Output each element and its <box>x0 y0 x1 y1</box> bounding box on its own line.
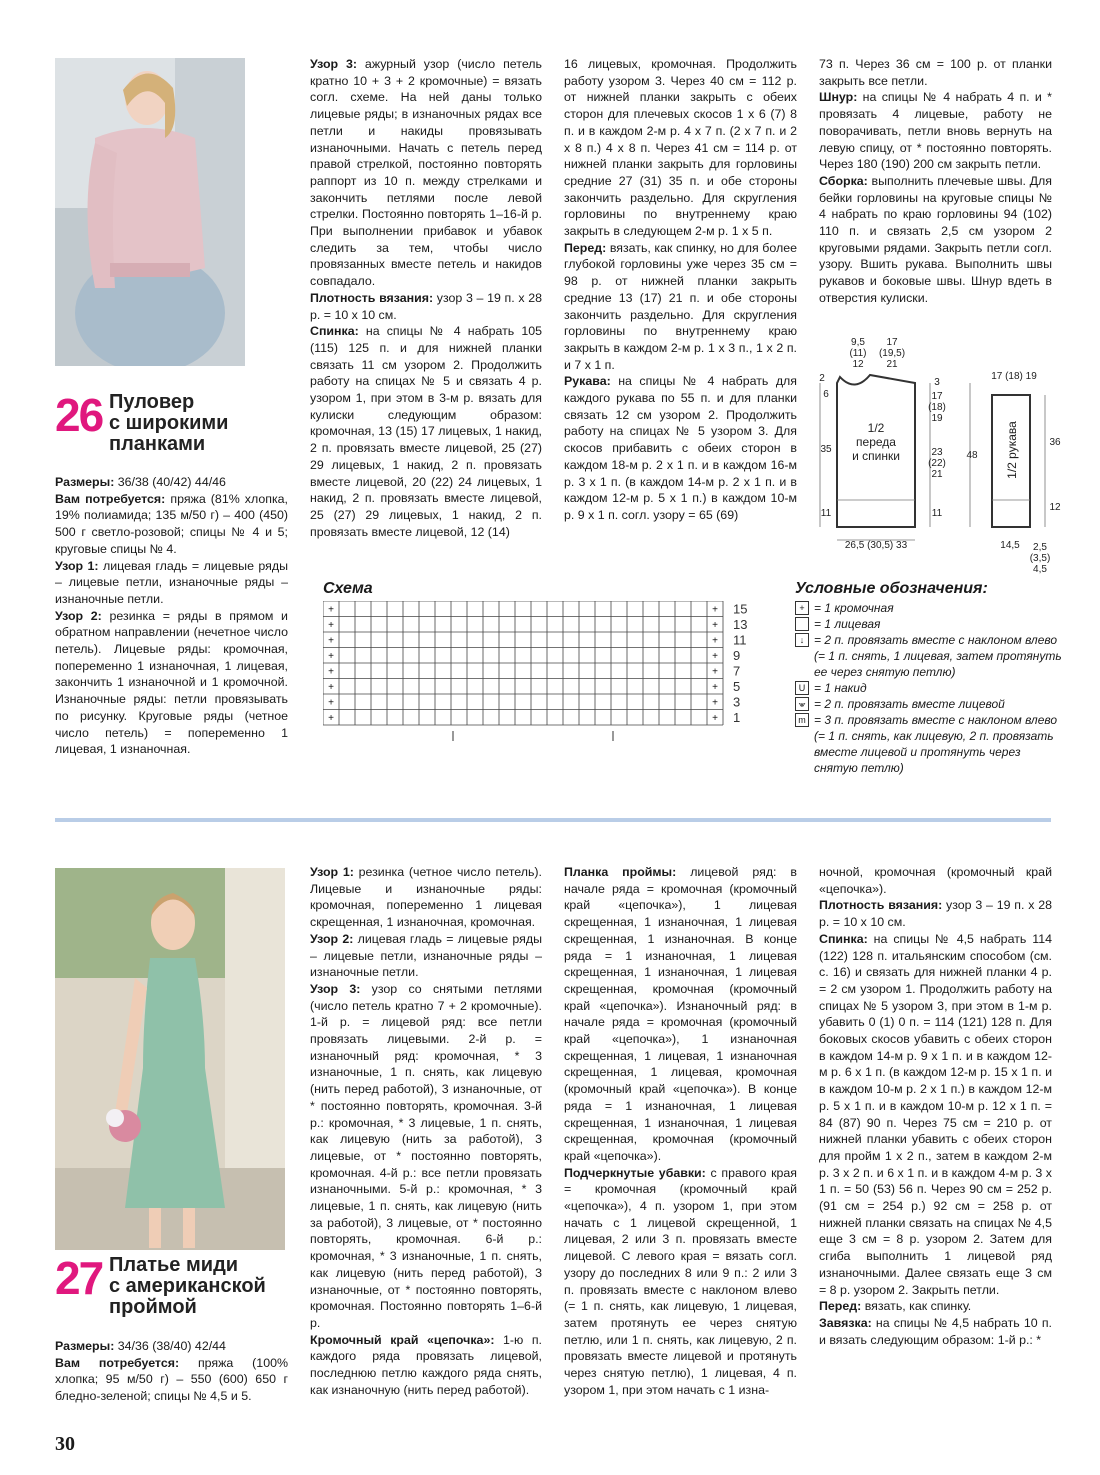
legend-symbol-icon: U <box>795 681 809 695</box>
dim-label: 23 <box>931 447 943 458</box>
legend-item <box>795 600 1065 616</box>
paragraph <box>819 1298 1052 1315</box>
paragraph-text: 36/38 (40/42) 44/46 <box>114 475 226 489</box>
paragraph <box>55 491 288 558</box>
paragraph-heading: Завязка: <box>819 1315 872 1330</box>
paragraph <box>310 323 542 540</box>
model-26-column-4 <box>819 56 1052 307</box>
paragraph-text: на спицы № 4,5 набрать 114 (122) 128 п. итальянским способом (см. с. 16) и связать для нижней планки 4 р. = 2 см узором 1. Продолжить работу на спицах № 5 узором 3, при этом в 1-м р. убавить 0 (1) 0 п. = 114 (121) 128 п. Для боковых скосов убавить с обеих сторон в каждом 14-м р. 9 х 1 п. и в каждом 12-м р. 6 х 1 п. (в каждом 12-м р. 15 х 1 п. и в каждом 10-м р. 2 х 1 п.) в каждом 12-м р. 5 х 1 п. и в каждом 10-м р. 12 х 1 п. = 84 (87) 90 п. Через 75 см = 210 р. от нижней планки убавить с обеих сторон для пройм 1 х 2 п., затем в каждом 2-м р. 3 х 2 п. и 6 х 1 п. и в каждом 4-м р. 3 х 1 п. = 50 (53) 56 п. Через 90 см = 252 р. (91 см = 254 р.) 92 см = 258 р. от нижней планки связать на спицах № 4,5 еще 3 см = 8 р. узором 2. Затем для сгиба выполнить 1 лицевой ряд изнаночными. Далее связать еще 3 см = 8 р. узором 2. Закрыть петли. <box>819 931 1052 1297</box>
dim-label: 6 <box>823 389 829 400</box>
dim-label: 17 <box>931 391 943 402</box>
paragraph-heading: Спинка: <box>819 931 868 946</box>
legend-item <box>795 632 1065 680</box>
paragraph-text: резинка = ряды в прямом и обратном направлении (нечетное число петель). Лицевые ряды: кромочная, попеременно 1 изнаночная, 1 лицевая, закончить 1 изнаночной и 1 кромочной. Изнаночные ряды: петли провязывать по рисунку. Круговые ряды (четное число петель) = попеременно 1 лицевая, 1 изнаночная. <box>55 608 288 757</box>
page-number: 30 <box>55 1433 75 1455</box>
paragraph <box>55 558 288 608</box>
legend-symbol-icon: m <box>795 713 809 727</box>
paragraph-heading: Перед: <box>819 1299 862 1314</box>
pink-sweater-photo-illustration <box>55 58 245 366</box>
paragraph <box>564 373 797 523</box>
chart-row-number: 5 <box>733 679 741 694</box>
legend-symbol-icon <box>795 617 809 631</box>
section-divider <box>55 818 1051 822</box>
paragraph-text: на спицы № 4 набрать 105 (115) 125 п. и для нижней планки связать 11 см узором 2. Продолжить работу на спицах № 5 и связать 4 р. узором 1, при этом в 3-м р. вязать для кулиски следующим образом: кромочная, 13 (15) 17 лицевых, 1 накид, 2 п. провязать вместе лицевой, 25 (27) 29 лицевых, 1 накид, 2 п. провязать вместе лицевой, 20 (22) 24 лицевых, 1 накид, 2 п. провязать вместе лицевой, 25 (27) 29 лицевых, 1 накид, 2 п. провязать вместе лицевой, 12 (14) <box>310 324 542 539</box>
paragraph <box>819 1315 1052 1348</box>
paragraph <box>819 173 1052 307</box>
paragraph-text: 73 п. Через 36 см = 100 р. от планки закрыть все петли. <box>819 57 1052 88</box>
paragraph-text: на спицы № 4 набрать для каждого рукава по 55 п. и для планки связать 12 см узором 2. Продолжить работу на спицах № 5 узором 3. Для скосов прибавить с обеих сторон в каждом 18-м р. 2 х 1 п. и в каждом 16-м р. 3 х 1 п. (в каждом 14-м р. 2 х 1 п. и в каждом 12-м р. 5 х 1 п.) в каждом 10-м р. 9 х 1 п. согл. узору = 65 (69) <box>564 374 797 522</box>
title-line: проймой <box>109 1296 197 1318</box>
green-dress-photo-illustration <box>55 868 285 1250</box>
dim-label: 12 <box>1049 502 1061 513</box>
paragraph-heading: Перед: <box>564 240 607 255</box>
paragraph <box>564 56 797 240</box>
legend <box>795 600 1065 776</box>
garment-pattern-diagram <box>810 335 1070 580</box>
chart-row-number: 9 <box>733 648 741 663</box>
dim-label: 11 <box>820 508 832 519</box>
title-line: с американской <box>109 1275 266 1297</box>
paragraph <box>310 864 542 931</box>
paragraph-text: выполнить плечевые швы. Для бейки горловины на круговые спицы № 4 набрать по краю горловины 94 (102) 110 п. и связать 2,5 см узором 2 круговыми рядами. Закрыть петли согл. узору. Вшить рукава. Выполнить швы рукавов и боковые швы. Шнур вдеть в отверстия кулиски. <box>819 173 1052 305</box>
dim-label: 14,5 <box>1000 540 1020 551</box>
paragraph <box>564 1165 797 1399</box>
chart-row-number: 11 <box>733 632 747 648</box>
dim-label: (19,5) <box>878 348 906 359</box>
paragraph <box>564 864 797 1165</box>
paragraph-text: узор 3 – 19 п. х 28 р. = 10 х 10 см. <box>310 290 542 322</box>
paragraph-text: лицевой ряд: в начале ряда = кромочная (кромочный край «цепочка»), 1 лицевая скрещенная, 1 изнаночная, 1 лицевая скрещенная, 1 изнаночная. В конце ряда = 1 изнаночная, 1 лицевая скрещенная, 1 изнаночная, 1 лицевая скрещенная, кромочная (кромочный край «цепочка»). Изнаночный ряд: в начале ряда = кромочная (кромочный край «цепочка»), 1 изнаночная скрещенная, 1 лицевая, 1 изнаночная скрещенная, 1 лицевая, кромочная (кромочный край «цепочка»). В конце ряда = 1 изнаночная, 1 лицевая скрещенная, 1 изнаночная, 1 лицевая скрещенная, кромочная (кромочный край «цепочка»). <box>564 865 797 1163</box>
chart-symbol-edge: + <box>328 620 334 631</box>
dim-label: (22) <box>928 458 946 469</box>
chart-row-number: 15 <box>733 601 748 617</box>
paragraph <box>55 1338 288 1355</box>
paragraph <box>819 897 1052 930</box>
paragraph-text: вязать, как спинку, но для более глубокой горловины уже через 35 см = 98 р. от нижней планки закрыть средние 13 (17) 21 п. и обе стороны закончить раздельно. Для скругления горловины по внутреннему краю закрыть в каждом 2-м р. 1 х 3 п., 1 х 2 п. и 7 х 1 п. <box>564 240 797 372</box>
chart-symbol-edge: + <box>328 651 334 662</box>
model-27-column-1 <box>55 1338 288 1405</box>
model-26-column-2 <box>310 56 542 540</box>
legend-text: = 2 п. провязать вместе с наклоном влево (= 1 п. снять, 1 лицевая, затем протянуть ее через снятую петлю) <box>814 633 1062 679</box>
chart-row-number: 1 <box>733 710 741 725</box>
paragraph <box>819 89 1052 173</box>
chart-symbol-edge: + <box>712 697 718 709</box>
dim-label: 17 (18) 19 <box>991 371 1037 382</box>
model-27-column-3 <box>564 864 797 1399</box>
paragraph-heading: Узор 2: <box>310 931 354 946</box>
dim-label: 17 <box>886 337 898 348</box>
paragraph-heading: Узор 1: <box>310 865 354 879</box>
paragraph <box>564 240 797 374</box>
dim-label: 21 <box>886 359 898 370</box>
chart-row-number: 3 <box>733 694 741 710</box>
legend-text: = 2 п. провязать вместе лицевой <box>814 697 1005 711</box>
paragraph-text: лицевая гладь = лицевые ряды – лицевые петли, изнаночные ряды – изнаночные петли. <box>310 931 542 980</box>
paragraph-text: пряжа (100% хлопка; 95 м/50 г) – 550 (600) 650 г бледно-зеленой; спицы № 4,5 и 5. <box>55 1355 289 1404</box>
paragraph-heading: Подчеркнутые убавки: <box>564 1165 706 1180</box>
title-line: планками <box>109 433 206 455</box>
chart-symbol-edge: + <box>712 604 718 616</box>
chart-symbol-edge: + <box>328 682 334 693</box>
chart-symbol-edge: + <box>328 604 334 616</box>
paragraph <box>55 608 288 758</box>
paragraph <box>55 1355 288 1405</box>
paragraph <box>55 474 288 491</box>
paragraph-heading: Узор 3: <box>310 57 358 71</box>
dim-label: 12 <box>852 359 864 370</box>
paragraph-heading: Рукава: <box>564 374 611 389</box>
paragraph <box>310 290 542 323</box>
title-line: Платье миди <box>109 1254 239 1276</box>
paragraph-heading: Шнур: <box>819 90 858 105</box>
paragraph-text: на спицы № 4 набрать 4 п. и * провязать 4 лицевые, работу не поворачивать, петли вновь вернуть на левую спицу, от * постоянно повторять. Через 180 (190) 200 см закрыть петли. <box>819 90 1052 172</box>
paragraph-text: узор 3 – 19 п. х 28 р. = 10 х 10 см. <box>819 898 1052 930</box>
paragraph-heading: Узор 3: <box>310 981 361 996</box>
paragraph <box>310 981 542 1332</box>
paragraph-heading: Плотность вязания: <box>819 898 943 913</box>
model-26-title <box>109 392 228 455</box>
legend-title: Условные обозначения: <box>795 580 988 597</box>
paragraph-heading: Кромочный край «цепочка»: <box>310 1332 495 1347</box>
body-label: переда <box>856 435 896 449</box>
paragraph-heading: Спинка: <box>310 324 359 339</box>
paragraph-heading: Узор 2: <box>55 608 102 623</box>
dim-label: 4,5 <box>1033 564 1047 575</box>
paragraph <box>310 56 542 290</box>
model-26-column-1 <box>55 474 288 758</box>
chart-symbol-edge: + <box>712 635 718 647</box>
dim-label: 35 <box>820 444 832 455</box>
paragraph-heading: Планка проймы: <box>564 865 677 879</box>
paragraph-text: 34/36 (38/40) 42/44 <box>114 1339 226 1353</box>
chart-symbol-edge: + <box>328 666 334 678</box>
model-26-column-3 <box>564 56 797 524</box>
model-27-column-4 <box>819 864 1052 1348</box>
legend-item <box>795 696 1065 712</box>
paragraph-heading: Узор 1: <box>55 558 99 573</box>
chart-row-number: 13 <box>733 617 748 632</box>
paragraph-text: 16 лицевых, кромочная. Продолжить работу узором 3. Через 40 см = 112 р. от нижней планки закрыть с обеих сторон для плечевых скосов 1 х 6 (7) 8 п. и в каждом 2-м р. 4 х 7 п. (2 х 7 п. и 2 х 8 п.) 4 х 8 п. Через 41 см = 114 р. от нижней планки закрыть для горловины средние 27 (31) 35 п. и обе стороны закончить раздельно. Для скругления горловины по внутреннему краю закрыть в следующем 2-м р. 1 х 5 п. <box>564 57 797 239</box>
legend-item <box>795 616 1065 632</box>
dim-label: 36 <box>1049 437 1061 448</box>
legend-text: = 3 п. провязать вместе с наклоном влево (= 1 п. снять, как лицевую, 2 п. провязать вместе лицевой и протянуть через снятую петлю) <box>814 713 1058 775</box>
model-27-title <box>109 1255 266 1318</box>
dim-label: 48 <box>966 450 978 461</box>
paragraph <box>310 1332 542 1399</box>
paragraph-text: лицевая гладь = лицевые ряды – лицевые петли, изнаночные ряды – изнаночные петли. <box>55 558 288 606</box>
model-27-number: 27 <box>55 1252 103 1304</box>
legend-symbol-icon: + <box>795 601 809 615</box>
paragraph-text: ажурный узор (число петель кратно 10 + 3 + 2 кромочные) = вязать согл. схеме. На ней даны только лицевые ряды; в изнаночных рядах все петли и накиды провязывать изнаночными. Начать с петель перед правой стрелкой, постоянно повторять раппорт из 10 п. между стрелками и закончить петлями после левой стрелки. Постоянно повторять 1–16-й р. При выполнении прибавок и убавок следить за тем, чтобы число провязанных вместе петель и накидов совпадало. <box>310 57 542 289</box>
paragraph-text: на спицы № 4,5 набрать 10 п. и вязать следующим образом: 1-й р.: * <box>819 1315 1052 1347</box>
dim-label: 3 <box>934 377 940 388</box>
legend-symbol-icon: ⩖ <box>795 697 809 711</box>
paragraph <box>310 931 542 981</box>
chart-symbol-edge: + <box>328 713 334 724</box>
dim-label: (11) <box>849 348 867 359</box>
dim-label: 2,5 <box>1033 542 1047 553</box>
legend-text: = 1 лицевая <box>814 617 881 631</box>
paragraph-text: узор со снятыми петлями (число петель кратно 7 + 2 кромочные). 1-й р. = лицевой ряд: все петли провязать лицевыми. 2-й р. = изнаночный ряд: кромочная, * 3 изнаночные, 1 п. снять, как лицевую (нить перед работой), 3 изнаночные, от * постоянно повторять, кромочная. 3-й р.: кромочная, * 3 лицевые, 1 п. снять, как лицевую (нить за работой), 3 лицевые, от * постоянно повторять, кромочная. 4-й р.: все петли провязать изнаночными. 5-й р.: кромочная, * 3 лицевые, 1 п. снять, как лицевую (нить за работой), 3 лицевые, от * постоянно повторять, кромочная. 6-й р.: кромочная, * 3 изнаночные, 1 п. снять, как лицевую (нить перед работой), 3 изнаночные, от * постоянно повторять, кромочная. Постоянно повторять 1–6-й р. <box>310 981 542 1330</box>
chart-symbol-edge: + <box>712 620 718 631</box>
model-26-number: 26 <box>55 389 103 441</box>
dim-label: 11 <box>931 508 943 519</box>
title-line: Пуловер <box>109 391 195 413</box>
paragraph-text: вязать, как спинку. <box>861 1299 972 1314</box>
chart-row-number: 7 <box>733 663 741 679</box>
chart-symbol-edge: + <box>328 697 334 709</box>
dim-label: 2 <box>819 373 825 384</box>
model-26-photo <box>55 58 245 366</box>
chart-symbol-edge: + <box>712 713 718 724</box>
chart-symbol-edge: + <box>712 682 718 693</box>
paragraph-heading: Размеры: <box>55 475 115 489</box>
paragraph-text: пряжа (81% хлопка, 19% полиамида; 135 м/50 г) – 400 (450) 500 г светло-розовой; спицы № 4 и 5; круговые спицы № 4. <box>55 491 289 556</box>
paragraph-text: резинка (четное число петель). Лицевые и изнаночные ряды: кромочная, попеременно 1 лицевая скрещенная, 1 изнаночная, кромочная. <box>310 865 542 930</box>
paragraph-heading: Вам потребуется: <box>55 491 166 506</box>
dim-label: 9,5 <box>851 337 865 348</box>
paragraph-heading: Плотность вязания: <box>310 290 434 305</box>
dim-label: (3,5) <box>1029 553 1051 564</box>
body-label: 1/2 <box>867 421 885 435</box>
chart-symbol-edge: + <box>712 666 718 678</box>
sleeve-label: 1/2 рукава <box>1005 421 1019 479</box>
title-line: с широкими <box>109 412 229 434</box>
chart-symbol-edge: + <box>712 651 718 662</box>
paragraph-heading: Сборка: <box>819 173 868 188</box>
paragraph-heading: Размеры: <box>55 1339 115 1353</box>
chart-symbol-edge: + <box>328 635 334 647</box>
paragraph <box>819 864 1052 897</box>
legend-text: = 1 кромочная <box>814 601 894 615</box>
legend-item <box>795 680 1065 696</box>
model-27-photo <box>55 868 285 1250</box>
legend-symbol-icon: ↓ <box>795 633 809 647</box>
paragraph <box>819 56 1052 89</box>
paragraph-text: с правого края = кромочная (кромочный край «цепочка»), 4 п. узором 1, при этом начать с 1 лицевой скрещенной, 1 лицевая, 2 или 3 п. провязать вместе лицевой. С левого края = вязать согл. узору до последних 8 или 9 п.: 2 или 3 п. провязать вместе с наклоном влево (= 1 п. снять, как лицевую, 1 лицевая, затем протянуть ее через снятую петлю, или 1 п. снять, как лицевую, 2 п. провязать вместе лицевой и протянуть через снятую петлю), 1 лицевая, 4 п. узором 1, при этом начать с 1 изна- <box>564 1165 797 1397</box>
paragraph <box>819 931 1052 1298</box>
knitting-chart <box>323 601 763 741</box>
paragraph-heading: Вам потребуется: <box>55 1355 180 1370</box>
dim-label: 26,5 (30,5) 33 <box>844 540 908 551</box>
dim-label: 21 <box>931 469 943 480</box>
dim-label: (18) <box>928 402 946 413</box>
body-label: и спинки <box>852 449 900 463</box>
paragraph-text: ночной, кромочная (кромочный край «цепочка»). <box>819 865 1052 896</box>
schema-title: Схема <box>323 580 373 597</box>
paragraph-text: 1-ю п. каждого ряда провязать лицевой, последнюю петлю каждого ряда снять, как изнаночную (нить перед работой). <box>310 1332 542 1397</box>
model-27-column-2 <box>310 864 542 1399</box>
legend-item <box>795 712 1065 776</box>
legend-text: = 1 накид <box>814 681 867 695</box>
dim-label: 19 <box>931 413 943 424</box>
